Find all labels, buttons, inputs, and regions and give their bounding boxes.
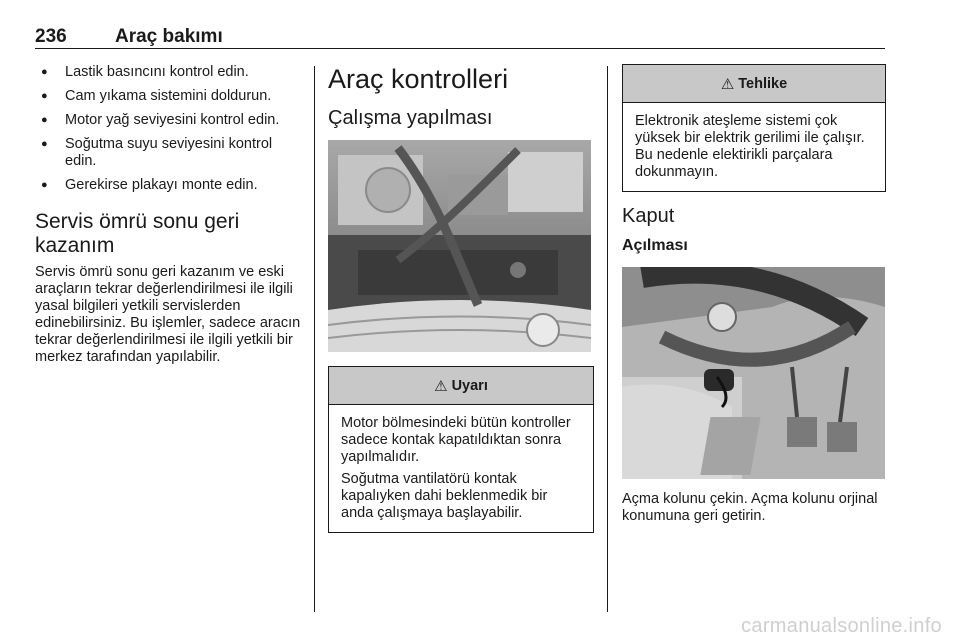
column-right	[622, 64, 886, 525]
danger-body	[623, 103, 885, 191]
column-left	[35, 64, 303, 366]
list-item: ● Soğutma suyu seviyesini kontrol edin.	[35, 136, 303, 170]
body-text: Servis ömrü sonu geri kazanım ve eski araçların tekrar değerlendirilmesi ile ilgili yasal bilgileri yetkili servislerden edinebilirsiniz. Bu işlemler, sadece aracın tekrar değerlendirilmesi ile ilgili yetkili bir merkez tarafından yapılabilir.	[35, 264, 301, 365]
checklist	[35, 64, 303, 194]
engine-bay-illustration	[328, 140, 591, 352]
danger-text: Elektronik ateşleme sistemi çok yüksek bir elektrik gerilimi ile çalışır. Bu nedenle elektirikli parçalara dokunmayın.	[635, 113, 865, 180]
page-number: 236	[35, 26, 67, 47]
section-subtitle: Çalışma yapılması	[328, 107, 493, 129]
section-title: Kaput	[622, 205, 675, 227]
warning-header	[329, 367, 593, 405]
warning-text: Motor bölmesindeki bütün kontroller sadece kontak kapatıldıktan sonra yapılmalıdır.	[341, 415, 571, 465]
page-title: Araç kontrolleri	[328, 64, 509, 94]
hood-release-illustration	[622, 267, 885, 479]
column-divider	[314, 66, 315, 612]
list-item: ● Motor yağ seviyesini kontrol edin.	[35, 112, 303, 129]
body-text: Açma kolunu çekin. Açma kolunu orjinal konumuna geri getirin.	[622, 491, 878, 524]
warning-triangle-icon: ⚠	[434, 377, 448, 395]
danger-box	[622, 64, 886, 192]
list-item: ● Cam yıkama sistemini doldurun.	[35, 88, 303, 105]
chapter-title: Araç bakımı	[115, 26, 223, 47]
warning-box	[328, 366, 594, 533]
subsection-title: Açılması	[622, 237, 688, 254]
watermark: carmanualsonline.info	[741, 615, 942, 637]
warning-label: Uyarı	[451, 377, 488, 394]
list-item: ● Gerekirse plakayı monte edin.	[35, 177, 303, 194]
column-middle	[328, 64, 594, 533]
section-title: Servis ömrü sonu geri kazanım	[35, 210, 240, 257]
page-header	[35, 26, 885, 49]
warning-text: Soğutma vantilatörü kontak kapalıyken dahi beklenmedik bir anda çalışmaya başlayabilir.	[341, 471, 548, 521]
warning-body	[329, 405, 593, 532]
danger-label: Tehlike	[738, 75, 788, 92]
danger-header	[623, 65, 885, 103]
list-item: ● Lastik basıncını kontrol edin.	[35, 64, 303, 81]
column-divider	[607, 66, 608, 612]
warning-triangle-icon: ⚠	[720, 75, 735, 93]
